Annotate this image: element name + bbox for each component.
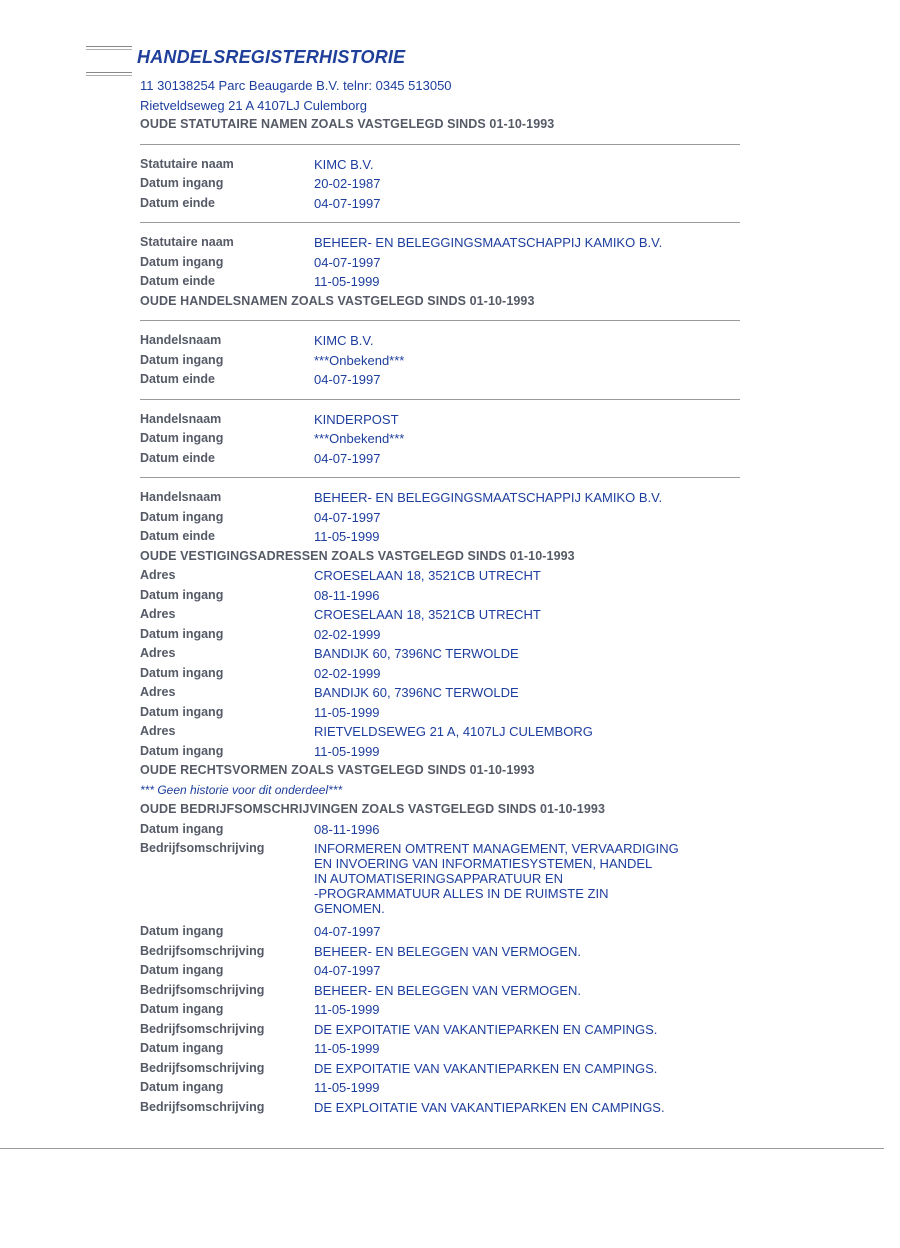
- field-row: [140, 683, 760, 703]
- field-value: 11-05-1999: [314, 1002, 380, 1017]
- field-value: BEHEER- EN BELEGGINGSMAATSCHAPPIJ KAMIKO B.V.: [314, 235, 663, 250]
- field-row: [140, 449, 760, 469]
- section-header-handelsnamen: OUDE HANDELSNAMEN ZOALS VASTGELEGD SINDS 01-10-1993: [140, 293, 535, 308]
- handelsnaam-entry: [140, 331, 760, 390]
- field-row: [140, 586, 760, 606]
- section-header-bedrijfsomschrijvingen: OUDE BEDRIJFSOMSCHRIJVINGEN ZOALS VASTGELEGD SINDS 01-10-1993: [140, 802, 605, 816]
- field-value: 04-07-1997: [314, 450, 381, 466]
- field-row: [140, 351, 760, 371]
- field-row: [140, 644, 760, 664]
- field-row: [140, 1000, 760, 1020]
- handelsnaam-entry: [140, 488, 760, 547]
- field-value: 04-07-1997: [314, 254, 381, 270]
- address-line: Rietveldseweg 21 A 4107LJ Culemborg: [140, 97, 367, 113]
- field-row: [140, 233, 760, 253]
- field-value: 04-07-1997: [314, 963, 381, 978]
- field-label: Bedrijfsomschrijving: [140, 1060, 265, 1075]
- field-label: Bedrijfsomschrijving: [140, 982, 265, 997]
- logo-mark: [86, 46, 132, 47]
- field-label: Adres: [140, 685, 176, 699]
- field-row: [140, 1020, 760, 1040]
- field-label: Datum ingang: [140, 352, 224, 367]
- field-row: [140, 272, 760, 292]
- field-value: 04-07-1997: [314, 509, 381, 525]
- field-value: BANDIJK 60, 7396NC TERWOLDE: [314, 685, 519, 700]
- field-row: [140, 839, 760, 916]
- field-label: Bedrijfsomschrijving: [140, 1099, 265, 1114]
- field-label: Adres: [140, 646, 176, 660]
- field-row: [140, 429, 760, 449]
- field-label: Bedrijfsomschrijving: [140, 1021, 265, 1036]
- logo-mark: [86, 75, 132, 76]
- field-label: Datum einde: [140, 529, 216, 543]
- field-label: Datum ingang: [140, 743, 224, 758]
- field-row: [140, 253, 760, 273]
- field-row: [140, 370, 760, 390]
- field-label: Datum ingang: [140, 176, 224, 190]
- field-row: [140, 1078, 760, 1098]
- field-value: CROESELAAN 18, 3521CB UTRECHT: [314, 607, 541, 622]
- field-value: 04-07-1997: [314, 372, 381, 387]
- divider: [140, 222, 740, 223]
- field-row: [140, 1098, 760, 1118]
- field-value: INFORMEREN OMTRENT MANAGEMENT, VERVAARDIGING EN INVOERING VAN INFORMATIESYSTEMEN, HANDEL IN AUTOMATISERINGSAPPARATUUR EN -PROGRAMMATUUR ALLES IN DE RUIMSTE ZIN GENOMEN.: [314, 841, 679, 916]
- statutaire-entry: [140, 155, 760, 214]
- field-row: [140, 174, 760, 194]
- field-label: Handelsnaam: [140, 333, 222, 347]
- field-row: [140, 605, 760, 625]
- field-label: Statutaire naam: [140, 235, 234, 249]
- field-row: [140, 703, 760, 723]
- field-value: CROESELAAN 18, 3521CB UTRECHT: [314, 568, 541, 583]
- field-label: Datum einde: [140, 372, 216, 386]
- field-row: [140, 981, 760, 1001]
- field-value: DE EXPLOITATIE VAN VAKANTIEPARKEN EN CAMPINGS.: [314, 1099, 665, 1115]
- field-value: 04-07-1997: [314, 924, 381, 939]
- field-label: Statutaire naam: [140, 156, 234, 171]
- field-value: BANDIJK 60, 7396NC TERWOLDE: [314, 646, 519, 661]
- field-label: Datum ingang: [140, 431, 224, 445]
- field-row: [140, 961, 760, 981]
- field-row: [140, 155, 760, 175]
- field-row: [140, 1039, 760, 1059]
- field-row: [140, 664, 760, 684]
- field-value: 02-02-1999: [314, 665, 381, 681]
- field-label: Bedrijfsomschrijving: [140, 943, 265, 958]
- field-value: KIMC B.V.: [314, 156, 374, 172]
- section-header-vestigingsadressen: OUDE VESTIGINGSADRESSEN ZOALS VASTGELEGD SINDS 01-10-1993: [140, 548, 575, 563]
- field-label: Datum ingang: [140, 509, 224, 524]
- divider: [140, 477, 740, 478]
- field-label: Bedrijfsomschrijving: [140, 841, 265, 855]
- field-row: [140, 625, 760, 645]
- vestigingsadressen-list: [140, 566, 760, 761]
- field-label: Adres: [140, 607, 176, 621]
- logo-mark: [86, 49, 132, 50]
- field-value: DE EXPOITATIE VAN VAKANTIEPARKEN EN CAMPINGS.: [314, 1021, 658, 1037]
- field-label: Adres: [140, 724, 176, 738]
- field-row: [140, 527, 760, 547]
- field-value: 11-05-1999: [314, 704, 380, 720]
- logo-mark: [86, 72, 132, 73]
- field-row: [140, 1059, 760, 1079]
- field-row: [140, 942, 760, 962]
- bedrijfsomschrijvingen-list: [140, 820, 760, 1118]
- field-row: [140, 922, 760, 942]
- field-value: 02-02-1999: [314, 626, 381, 642]
- field-value: BEHEER- EN BELEGGEN VAN VERMOGEN.: [314, 982, 582, 998]
- document-title: HANDELSREGISTERHISTORIE: [137, 47, 406, 67]
- section-header-statutaire: OUDE STATUTAIRE NAMEN ZOALS VASTGELEGD SINDS 01-10-1993: [140, 117, 555, 131]
- no-history-note: *** Geen historie voor dit onderdeel***: [140, 782, 343, 797]
- field-label: Datum ingang: [140, 924, 224, 938]
- field-value: ***Onbekend***: [314, 352, 405, 368]
- field-value: 04-07-1997: [314, 195, 381, 211]
- field-row: [140, 410, 760, 430]
- field-label: Datum ingang: [140, 626, 224, 641]
- field-label: Datum ingang: [140, 1041, 224, 1055]
- field-label: Handelsnaam: [140, 490, 222, 504]
- field-label: Datum ingang: [140, 821, 224, 836]
- field-label: Datum einde: [140, 450, 216, 465]
- field-label: Datum ingang: [140, 587, 224, 602]
- document-content: [140, 76, 760, 1117]
- field-label: Adres: [140, 568, 176, 582]
- field-label: Datum einde: [140, 195, 216, 210]
- field-value: 20-02-1987: [314, 176, 381, 191]
- field-value: KIMC B.V.: [314, 333, 374, 348]
- section-header-rechtsvormen: OUDE RECHTSVORMEN ZOALS VASTGELEGD SINDS 01-10-1993: [140, 763, 535, 777]
- field-value: RIETVELDSEWEG 21 A, 4107LJ CULEMBORG: [314, 724, 593, 739]
- divider: [140, 144, 740, 145]
- field-row: [140, 566, 760, 586]
- field-label: Handelsnaam: [140, 411, 222, 426]
- field-value: BEHEER- EN BELEGGEN VAN VERMOGEN.: [314, 943, 582, 959]
- handelsnaam-entry: [140, 410, 760, 469]
- field-value: BEHEER- EN BELEGGINGSMAATSCHAPPIJ KAMIKO B.V.: [314, 490, 663, 505]
- field-value: 11-05-1999: [314, 274, 380, 289]
- field-row: [140, 194, 760, 214]
- field-value: 11-05-1999: [314, 1080, 380, 1095]
- field-label: Datum einde: [140, 274, 216, 288]
- field-value: ***Onbekend***: [314, 431, 405, 446]
- field-row: [140, 820, 760, 840]
- field-row: [140, 722, 760, 742]
- field-value: 11-05-1999: [314, 743, 380, 759]
- divider: [140, 320, 740, 321]
- company-line: 11 30138254 Parc Beaugarde B.V. telnr: 0345 513050: [140, 78, 452, 93]
- field-label: Datum ingang: [140, 665, 224, 680]
- divider: [140, 399, 740, 400]
- field-value: 11-05-1999: [314, 529, 380, 544]
- field-label: Datum ingang: [140, 254, 224, 269]
- field-value: DE EXPOITATIE VAN VAKANTIEPARKEN EN CAMPINGS.: [314, 1060, 658, 1076]
- field-row: [140, 488, 760, 508]
- field-row: [140, 508, 760, 528]
- statutaire-entry: [140, 233, 760, 292]
- field-value: 08-11-1996: [314, 587, 380, 603]
- field-label: Datum ingang: [140, 1080, 224, 1094]
- field-value: KINDERPOST: [314, 411, 399, 427]
- page-footer-divider: [0, 1148, 884, 1149]
- field-row: [140, 742, 760, 762]
- field-value: 08-11-1996: [314, 821, 380, 837]
- field-label: Datum ingang: [140, 1002, 224, 1016]
- field-row: [140, 331, 760, 351]
- field-label: Datum ingang: [140, 963, 224, 977]
- field-label: Datum ingang: [140, 704, 224, 719]
- field-value: 11-05-1999: [314, 1041, 380, 1056]
